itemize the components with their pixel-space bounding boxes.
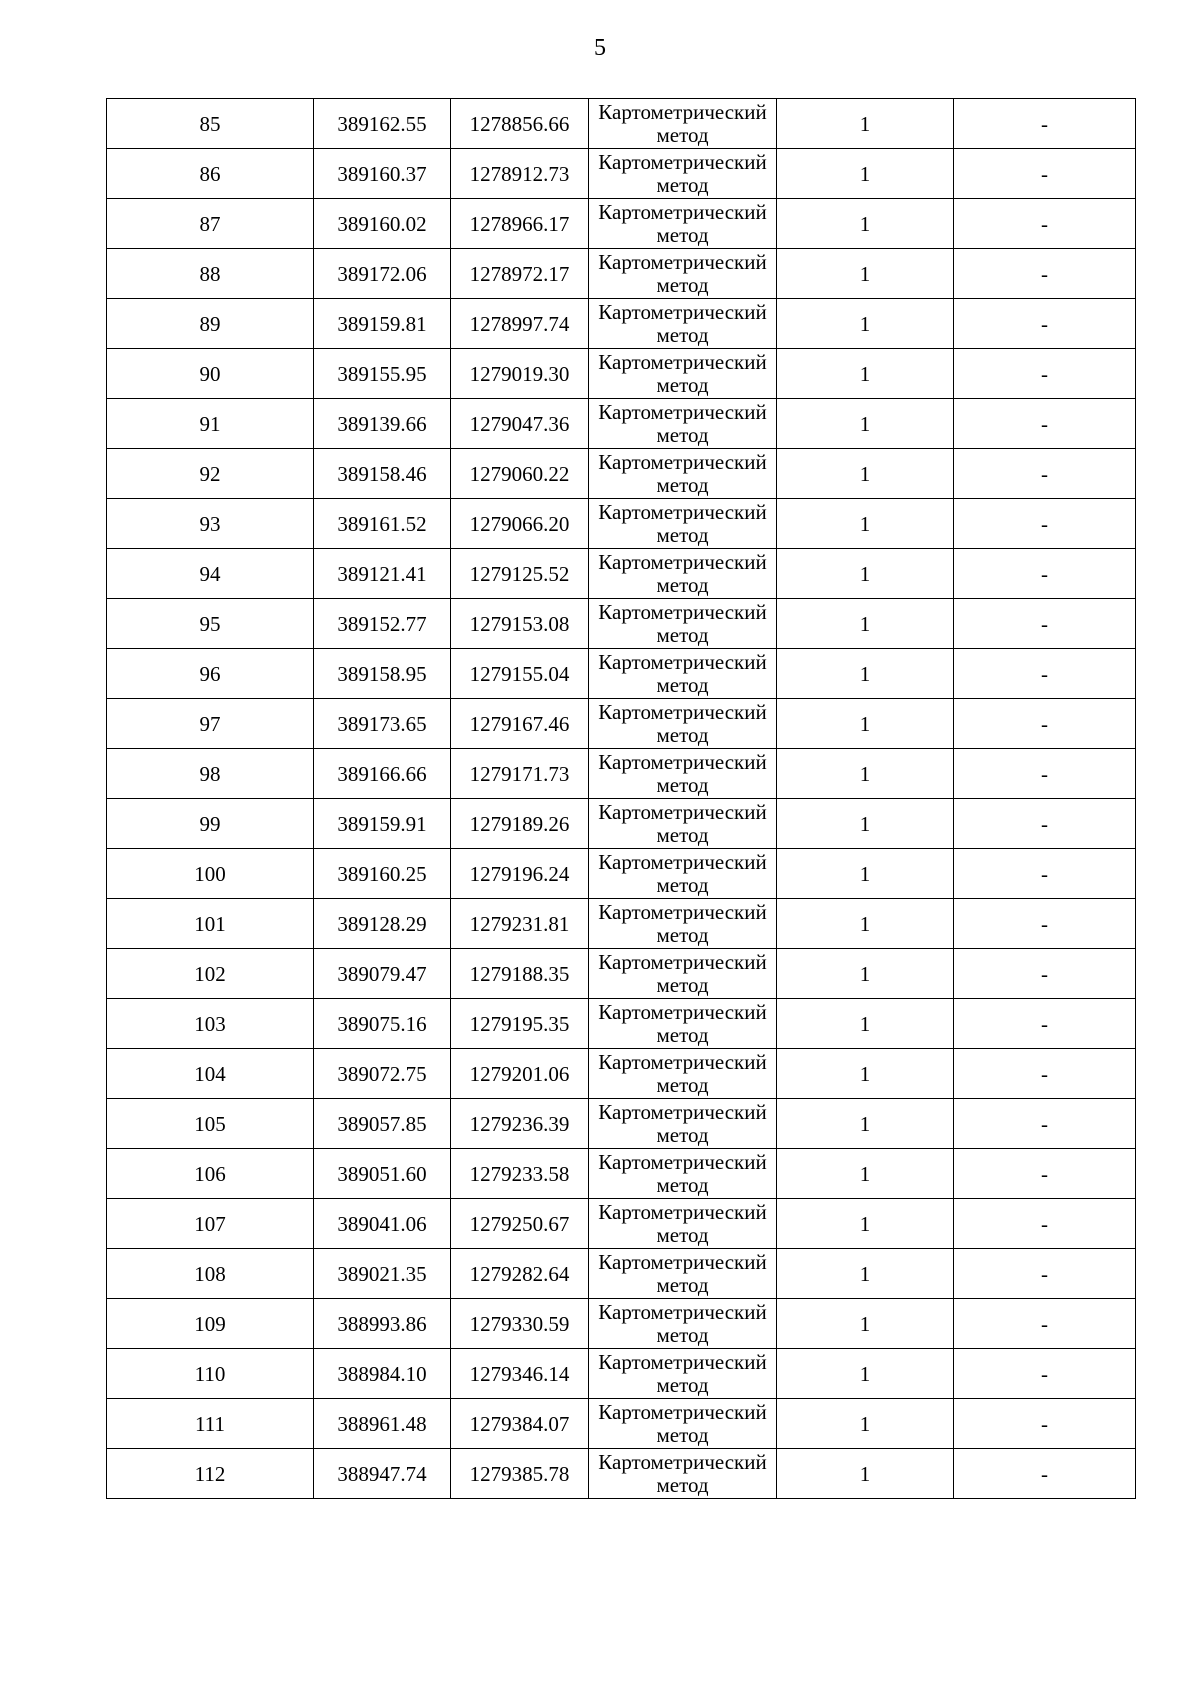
method-label-line1: Картометрический [598, 699, 767, 724]
method-label-line1: Картометрический [598, 1449, 767, 1474]
point-number-cell: 92 [107, 449, 314, 499]
x-coordinate-cell: 389159.81 [314, 299, 451, 349]
method-label-line2: метод [656, 1172, 709, 1197]
method-cell [589, 1149, 777, 1199]
method-label-line1: Картометрический [598, 199, 767, 224]
method-label-line2: метод [656, 1372, 709, 1397]
table-row [107, 1199, 1136, 1249]
x-coordinate-cell: 389075.16 [314, 999, 451, 1049]
note-cell: - [954, 399, 1136, 449]
point-number-cell: 109 [107, 1299, 314, 1349]
note-cell: - [954, 149, 1136, 199]
x-coordinate-cell: 388984.10 [314, 1349, 451, 1399]
x-coordinate-cell: 388993.86 [314, 1299, 451, 1349]
method-label-line1: Картометрический [598, 1399, 767, 1424]
method-cell [589, 649, 777, 699]
accuracy-cell: 1 [777, 399, 954, 449]
accuracy-cell: 1 [777, 749, 954, 799]
method-label-line2: метод [656, 572, 709, 597]
accuracy-cell: 1 [777, 1449, 954, 1499]
method-cell [589, 299, 777, 349]
point-number-cell: 101 [107, 899, 314, 949]
method-label-line2: метод [656, 522, 709, 547]
point-number-cell: 102 [107, 949, 314, 999]
method-cell [589, 349, 777, 399]
method-cell [589, 799, 777, 849]
note-cell: - [954, 1399, 1136, 1449]
point-number-cell: 106 [107, 1149, 314, 1199]
method-cell [589, 899, 777, 949]
method-label-line1: Картометрический [598, 1249, 767, 1274]
table-row [107, 1349, 1136, 1399]
accuracy-cell: 1 [777, 599, 954, 649]
method-cell [589, 1249, 777, 1299]
y-coordinate-cell: 1279189.26 [451, 799, 589, 849]
accuracy-cell: 1 [777, 149, 954, 199]
note-cell: - [954, 349, 1136, 399]
y-coordinate-cell: 1279233.58 [451, 1149, 589, 1199]
note-cell: - [954, 799, 1136, 849]
method-label-line1: Картометрический [598, 949, 767, 974]
point-number-cell: 100 [107, 849, 314, 899]
method-label-line1: Картометрический [598, 99, 767, 124]
table-row [107, 749, 1136, 799]
x-coordinate-cell: 389173.65 [314, 699, 451, 749]
method-cell [589, 1449, 777, 1499]
table-row [107, 349, 1136, 399]
note-cell: - [954, 199, 1136, 249]
method-cell [589, 499, 777, 549]
accuracy-cell: 1 [777, 1149, 954, 1199]
point-number-cell: 112 [107, 1449, 314, 1499]
method-label-line1: Картометрический [598, 849, 767, 874]
accuracy-cell: 1 [777, 1299, 954, 1349]
table-row [107, 1399, 1136, 1449]
method-label-line2: метод [656, 1022, 709, 1047]
coordinates-table-body [107, 99, 1136, 1499]
method-label-line1: Картометрический [598, 1199, 767, 1224]
method-label-line2: метод [656, 272, 709, 297]
method-cell [589, 149, 777, 199]
table-row [107, 1299, 1136, 1349]
accuracy-cell: 1 [777, 899, 954, 949]
note-cell: - [954, 1149, 1136, 1199]
x-coordinate-cell: 389155.95 [314, 349, 451, 399]
coordinates-table [106, 98, 1136, 1499]
note-cell: - [954, 649, 1136, 699]
x-coordinate-cell: 388947.74 [314, 1449, 451, 1499]
accuracy-cell: 1 [777, 799, 954, 849]
y-coordinate-cell: 1278972.17 [451, 249, 589, 299]
y-coordinate-cell: 1279155.04 [451, 649, 589, 699]
x-coordinate-cell: 389079.47 [314, 949, 451, 999]
method-label-line1: Картометрический [598, 449, 767, 474]
method-label-line2: метод [656, 1472, 709, 1497]
method-label-line1: Картометрический [598, 1349, 767, 1374]
table-row [107, 1099, 1136, 1149]
method-label-line2: метод [656, 672, 709, 697]
point-number-cell: 86 [107, 149, 314, 199]
method-label-line1: Картометрический [598, 1299, 767, 1324]
accuracy-cell: 1 [777, 199, 954, 249]
table-row [107, 649, 1136, 699]
method-cell [589, 1349, 777, 1399]
x-coordinate-cell: 389128.29 [314, 899, 451, 949]
point-number-cell: 96 [107, 649, 314, 699]
x-coordinate-cell: 389162.55 [314, 99, 451, 149]
method-cell [589, 249, 777, 299]
y-coordinate-cell: 1279195.35 [451, 999, 589, 1049]
method-label-line1: Картометрический [598, 499, 767, 524]
y-coordinate-cell: 1279236.39 [451, 1099, 589, 1149]
note-cell: - [954, 1099, 1136, 1149]
accuracy-cell: 1 [777, 1099, 954, 1149]
y-coordinate-cell: 1279330.59 [451, 1299, 589, 1349]
point-number-cell: 98 [107, 749, 314, 799]
table-row [107, 449, 1136, 499]
x-coordinate-cell: 389051.60 [314, 1149, 451, 1199]
accuracy-cell: 1 [777, 1049, 954, 1099]
method-label-line1: Картометрический [598, 249, 767, 274]
accuracy-cell: 1 [777, 999, 954, 1049]
y-coordinate-cell: 1279201.06 [451, 1049, 589, 1099]
accuracy-cell: 1 [777, 849, 954, 899]
point-number-cell: 95 [107, 599, 314, 649]
table-row [107, 849, 1136, 899]
table-row [107, 299, 1136, 349]
y-coordinate-cell: 1279125.52 [451, 549, 589, 599]
table-row [107, 1149, 1136, 1199]
method-label-line1: Картометрический [598, 799, 767, 824]
method-label-line2: метод [656, 722, 709, 747]
y-coordinate-cell: 1279060.22 [451, 449, 589, 499]
x-coordinate-cell: 389161.52 [314, 499, 451, 549]
x-coordinate-cell: 389160.02 [314, 199, 451, 249]
accuracy-cell: 1 [777, 449, 954, 499]
method-label-line2: метод [656, 172, 709, 197]
note-cell: - [954, 499, 1136, 549]
y-coordinate-cell: 1278912.73 [451, 149, 589, 199]
method-cell [589, 1049, 777, 1099]
note-cell: - [954, 1349, 1136, 1399]
point-number-cell: 110 [107, 1349, 314, 1399]
accuracy-cell: 1 [777, 949, 954, 999]
accuracy-cell: 1 [777, 249, 954, 299]
point-number-cell: 104 [107, 1049, 314, 1099]
accuracy-cell: 1 [777, 349, 954, 399]
table-row [107, 99, 1136, 149]
page-number: 5 [594, 35, 606, 61]
table-row [107, 1049, 1136, 1099]
method-label-line2: метод [656, 872, 709, 897]
y-coordinate-cell: 1279231.81 [451, 899, 589, 949]
point-number-cell: 90 [107, 349, 314, 399]
point-number-cell: 91 [107, 399, 314, 449]
x-coordinate-cell: 389158.95 [314, 649, 451, 699]
note-cell: - [954, 99, 1136, 149]
x-coordinate-cell: 389158.46 [314, 449, 451, 499]
note-cell: - [954, 1049, 1136, 1099]
note-cell: - [954, 699, 1136, 749]
point-number-cell: 94 [107, 549, 314, 599]
method-cell [589, 949, 777, 999]
method-label-line2: метод [656, 1322, 709, 1347]
y-coordinate-cell: 1278856.66 [451, 99, 589, 149]
table-row [107, 1449, 1136, 1499]
note-cell: - [954, 599, 1136, 649]
method-cell [589, 1199, 777, 1249]
method-label-line2: метод [656, 422, 709, 447]
method-label-line1: Картометрический [598, 1099, 767, 1124]
x-coordinate-cell: 389041.06 [314, 1199, 451, 1249]
method-cell [589, 1299, 777, 1349]
method-label-line2: метод [656, 772, 709, 797]
table-row [107, 949, 1136, 999]
method-label-line2: метод [656, 122, 709, 147]
x-coordinate-cell: 389160.25 [314, 849, 451, 899]
accuracy-cell: 1 [777, 99, 954, 149]
note-cell: - [954, 549, 1136, 599]
accuracy-cell: 1 [777, 1199, 954, 1249]
method-label-line2: метод [656, 822, 709, 847]
note-cell: - [954, 1249, 1136, 1299]
note-cell: - [954, 449, 1136, 499]
method-label-line2: метод [656, 1122, 709, 1147]
method-label-line1: Картометрический [598, 649, 767, 674]
method-label-line1: Картометрический [598, 999, 767, 1024]
accuracy-cell: 1 [777, 1249, 954, 1299]
accuracy-cell: 1 [777, 649, 954, 699]
method-cell [589, 699, 777, 749]
x-coordinate-cell: 389159.91 [314, 799, 451, 849]
x-coordinate-cell: 389166.66 [314, 749, 451, 799]
note-cell: - [954, 949, 1136, 999]
y-coordinate-cell: 1278997.74 [451, 299, 589, 349]
y-coordinate-cell: 1279167.46 [451, 699, 589, 749]
accuracy-cell: 1 [777, 1399, 954, 1449]
point-number-cell: 93 [107, 499, 314, 549]
method-label-line2: метод [656, 1072, 709, 1097]
point-number-cell: 85 [107, 99, 314, 149]
accuracy-cell: 1 [777, 1349, 954, 1399]
method-label-line2: метод [656, 1272, 709, 1297]
table-row [107, 499, 1136, 549]
method-cell [589, 749, 777, 799]
x-coordinate-cell: 388961.48 [314, 1399, 451, 1449]
method-label-line2: метод [656, 322, 709, 347]
y-coordinate-cell: 1279250.67 [451, 1199, 589, 1249]
method-label-line2: метод [656, 622, 709, 647]
point-number-cell: 105 [107, 1099, 314, 1149]
method-cell [589, 599, 777, 649]
y-coordinate-cell: 1278966.17 [451, 199, 589, 249]
table-row [107, 249, 1136, 299]
method-cell [589, 1399, 777, 1449]
note-cell: - [954, 749, 1136, 799]
table-row [107, 149, 1136, 199]
accuracy-cell: 1 [777, 299, 954, 349]
y-coordinate-cell: 1279047.36 [451, 399, 589, 449]
point-number-cell: 103 [107, 999, 314, 1049]
method-label-line1: Картометрический [598, 599, 767, 624]
x-coordinate-cell: 389057.85 [314, 1099, 451, 1149]
note-cell: - [954, 1199, 1136, 1249]
note-cell: - [954, 849, 1136, 899]
x-coordinate-cell: 389021.35 [314, 1249, 451, 1299]
accuracy-cell: 1 [777, 499, 954, 549]
method-label-line1: Картометрический [598, 899, 767, 924]
point-number-cell: 88 [107, 249, 314, 299]
method-label-line2: метод [656, 222, 709, 247]
method-cell [589, 849, 777, 899]
table-row [107, 999, 1136, 1049]
table-row [107, 199, 1136, 249]
y-coordinate-cell: 1279188.35 [451, 949, 589, 999]
y-coordinate-cell: 1279282.64 [451, 1249, 589, 1299]
method-label-line2: метод [656, 922, 709, 947]
x-coordinate-cell: 389139.66 [314, 399, 451, 449]
table-row [107, 399, 1136, 449]
table-row [107, 549, 1136, 599]
method-label-line1: Картометрический [598, 349, 767, 374]
table-row [107, 799, 1136, 849]
method-label-line1: Картометрический [598, 749, 767, 774]
method-label-line1: Картометрический [598, 299, 767, 324]
method-cell [589, 399, 777, 449]
y-coordinate-cell: 1279153.08 [451, 599, 589, 649]
method-label-line2: метод [656, 972, 709, 997]
method-label-line1: Картометрический [598, 1049, 767, 1074]
y-coordinate-cell: 1279384.07 [451, 1399, 589, 1449]
note-cell: - [954, 899, 1136, 949]
method-label-line2: метод [656, 472, 709, 497]
x-coordinate-cell: 389152.77 [314, 599, 451, 649]
table-row [107, 599, 1136, 649]
method-label-line1: Картометрический [598, 149, 767, 174]
table-row [107, 1249, 1136, 1299]
note-cell: - [954, 1449, 1136, 1499]
method-label-line2: метод [656, 1422, 709, 1447]
y-coordinate-cell: 1279196.24 [451, 849, 589, 899]
method-label-line2: метод [656, 1222, 709, 1247]
table-row [107, 899, 1136, 949]
point-number-cell: 89 [107, 299, 314, 349]
note-cell: - [954, 249, 1136, 299]
accuracy-cell: 1 [777, 549, 954, 599]
x-coordinate-cell: 389160.37 [314, 149, 451, 199]
point-number-cell: 99 [107, 799, 314, 849]
method-cell [589, 99, 777, 149]
method-label-line1: Картометрический [598, 549, 767, 574]
method-cell [589, 199, 777, 249]
x-coordinate-cell: 389072.75 [314, 1049, 451, 1099]
point-number-cell: 111 [107, 1399, 314, 1449]
y-coordinate-cell: 1279066.20 [451, 499, 589, 549]
method-cell [589, 1099, 777, 1149]
method-cell [589, 999, 777, 1049]
note-cell: - [954, 999, 1136, 1049]
point-number-cell: 107 [107, 1199, 314, 1249]
method-label-line1: Картометрический [598, 399, 767, 424]
point-number-cell: 97 [107, 699, 314, 749]
table-row [107, 699, 1136, 749]
point-number-cell: 87 [107, 199, 314, 249]
y-coordinate-cell: 1279171.73 [451, 749, 589, 799]
method-cell [589, 549, 777, 599]
note-cell: - [954, 299, 1136, 349]
point-number-cell: 108 [107, 1249, 314, 1299]
y-coordinate-cell: 1279346.14 [451, 1349, 589, 1399]
method-cell [589, 449, 777, 499]
y-coordinate-cell: 1279019.30 [451, 349, 589, 399]
accuracy-cell: 1 [777, 699, 954, 749]
method-label-line2: метод [656, 372, 709, 397]
method-label-line1: Картометрический [598, 1149, 767, 1174]
y-coordinate-cell: 1279385.78 [451, 1449, 589, 1499]
note-cell: - [954, 1299, 1136, 1349]
x-coordinate-cell: 389172.06 [314, 249, 451, 299]
x-coordinate-cell: 389121.41 [314, 549, 451, 599]
